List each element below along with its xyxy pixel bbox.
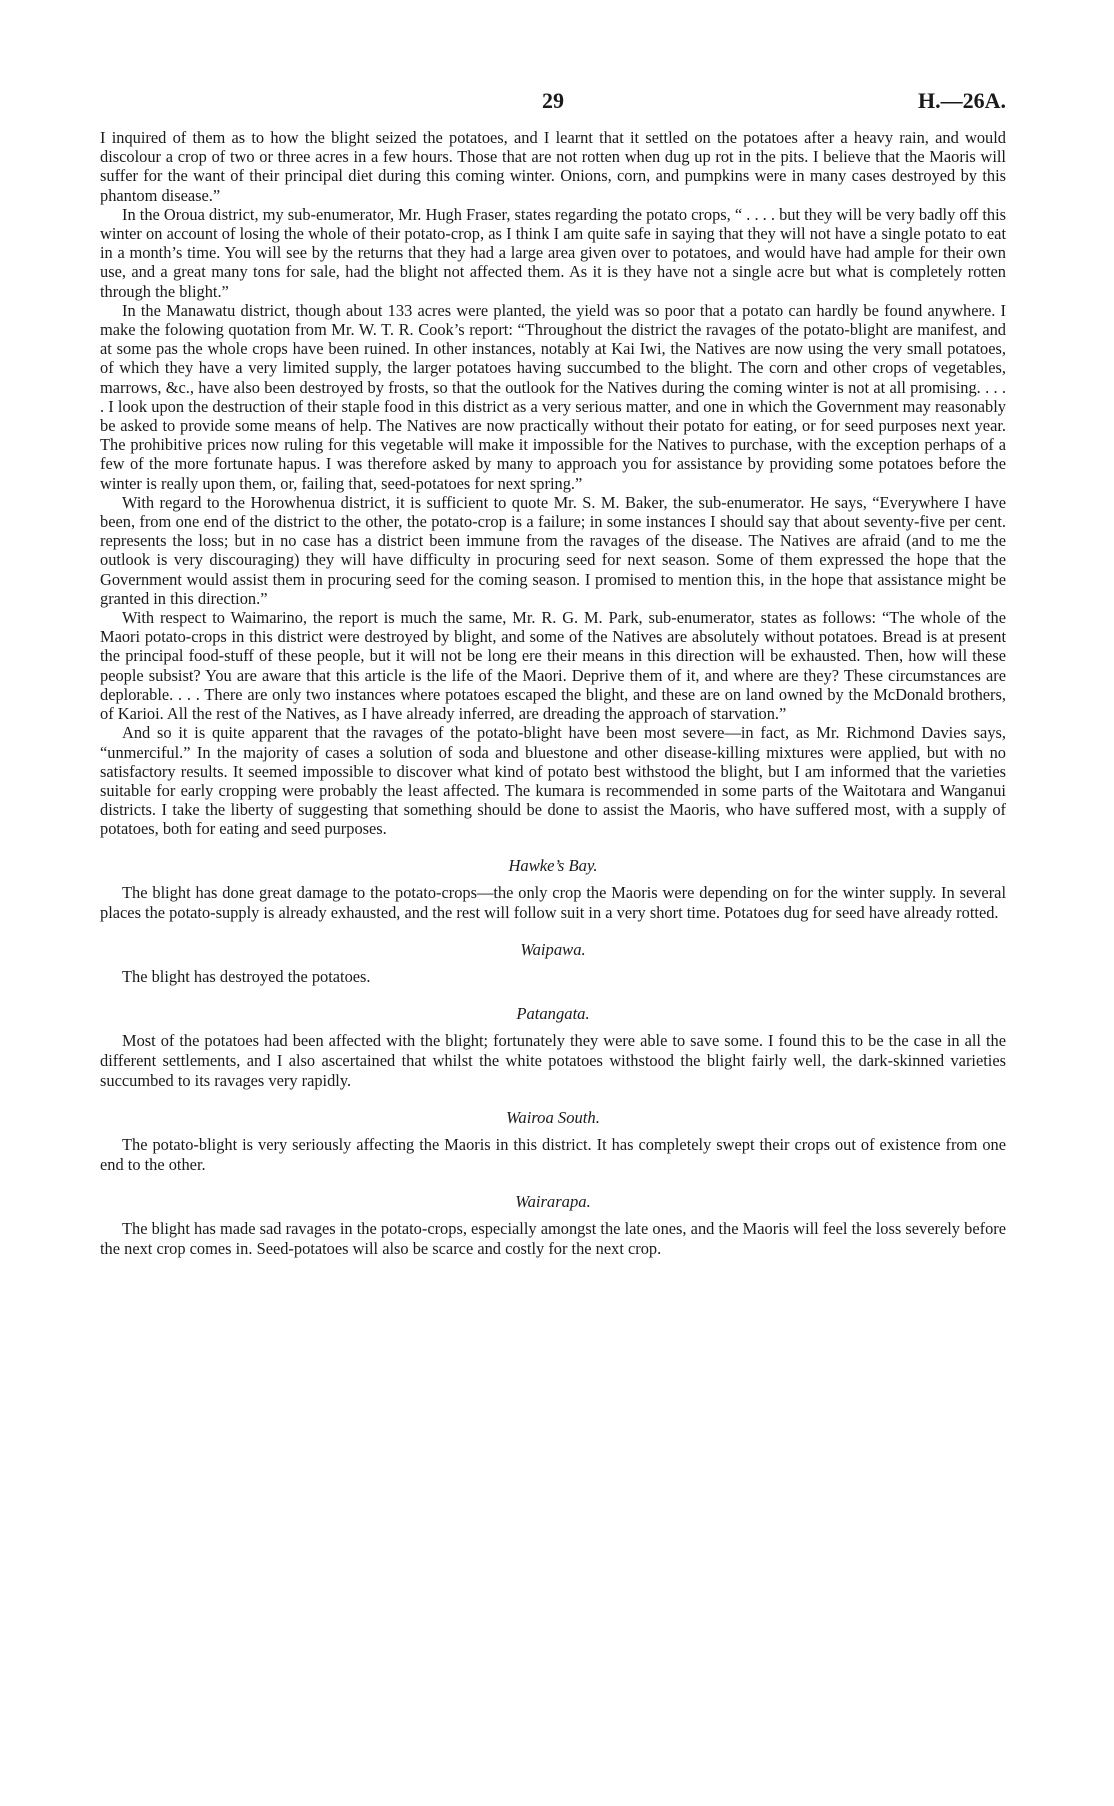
paragraph-continuation: I inquired of them as to how the blight seized the potatoes, and I learnt that it settled on the potatoes after a heavy rain, and would discolour a crop of two or three acres in a few hours. Those that are not rotten when dug up rot in the pits. I believe that the Maoris will suffer for the want of their principal diet during this coming winter. Onions, corn, and pumpkins were in many cases destroyed by this phantom disease.” (100, 128, 1006, 205)
section-hawkes-bay (100, 855, 1006, 923)
paragraph-horowhenua: With regard to the Horowhenua district, it is sufficient to quote Mr. S. M. Baker, the sub-enumerator. He says, “Everywhere I have been, from one end of the district to the other, the potato-crop is a failure; in some instances I should say that about seventy-five per cent. represents the loss; but in no case has a district been immune from the ravages of the disease. The Natives are afraid (and to me the outlook is very discouraging) they will have difficulty in procuring seed for next season. Some of them expressed the hope that the Government would assist them in procuring seed for the coming season. I promised to mention this, in the hope that assistance might be granted in this direction.” (100, 492, 1006, 608)
paragraph-conclusion: And so it is quite apparent that the ravages of the potato-blight have been most severe—in fact, as Mr. Richmond Davies says, “unmerciful.” In the majority of cases a solution of soda and bluestone and other disease-killing mixtures were applied, but with no satisfactory results. It seemed impossible to discover what kind of potato best withstood the blight, but I am informed that the varieties suitable for early cropping were probably the least affected. The kumara is recommended in some parts of the Waitotara and Wanganui districts. I take the liberty of suggesting that something should be done to assist the Maoris, who have suffered most, with a supply of potatoes, both for eating and seed purposes. (100, 723, 1006, 839)
paragraph-oroua: In the Oroua district, my sub-enumerator, Mr. Hugh Fraser, states regarding the potato crops, “ . . . . but they will be very badly off this winter on account of losing the whole of their potato-crop, as I think I am quite safe in saying that they will not have a single potato to eat in a month’s time. You will see by the returns that they had a large area given over to potatoes, and would have had ample for their own use, and a great many tons for sale, had the blight not affected them. As it is they have not a single acre but what is completely rotten through the blight.” (100, 204, 1006, 301)
section-body: The blight has destroyed the potatoes. (122, 966, 371, 986)
section-heading: Waipawa. (520, 939, 586, 959)
section-heading: Wairoa South. (506, 1107, 600, 1127)
section-body: The blight has done great damage to the potato-crops—the only crop the Maoris were depending on for the winter supply. In several places the potato-supply is already exhausted, and the rest will follow suit in a very short time. Potatoes dug for seed have already rotted. (100, 882, 1006, 922)
section-body: Most of the potatoes had been affected with the blight; fortunately they were able to save some. I found this to be the case in all the different settlements, and I also ascertained that whilst the white potatoes withstood the blight fairly well, the dark-skinned varieties succumbed to its ravages very rapidly. (100, 1030, 1006, 1090)
section-patangata (100, 1003, 1006, 1091)
section-body: The blight has made sad ravages in the potato-crops, especially amongst the late ones, and the Maoris will feel the loss severely before the next crop comes in. Seed-potatoes will also be scarce and costly for the next crop. (100, 1218, 1006, 1258)
page-header (100, 88, 1006, 128)
paragraph-waimarino: With respect to Waimarino, the report is much the same, Mr. R. G. M. Park, sub-enumerator, states as follows: “The whole of the Maori potato-crops in this district were destroyed by blight, and some of the Natives are absolutely without potatoes. Bread is at present the principal food-stuff of these people, but it will not be long ere their means in this direction will be exhausted. Then, how will these people subsist? You are aware that this article is the life of the Maori. Deprive them of it, and where are they? These circumstances are deplorable. . . . There are only two instances where potatoes escaped the blight, and these are on land owned by the McDonald brothers, of Karioi. All the rest of the Natives, as I have already inferred, are dreading the approach of starvation.” (100, 608, 1006, 724)
section-waipawa (100, 939, 1006, 987)
section-heading: Wairarapa. (515, 1191, 591, 1211)
section-wairarapa (100, 1191, 1006, 1259)
section-heading: Patangata. (516, 1003, 590, 1023)
section-body: The potato-blight is very seriously affecting the Maoris in this district. It has completely swept their crops out of existence from one end to the other. (100, 1134, 1006, 1174)
page-number: 29 (542, 88, 564, 113)
document-reference: H.—26A. (918, 88, 1006, 113)
section-wairoa-south (100, 1107, 1006, 1175)
paragraph-manawatu: In the Manawatu district, though about 133 acres were planted, the yield was so poor that a potato can hardly be found anywhere. I make the folowing quotation from Mr. W. T. R. Cook’s report: “Throughout the district the ravages of the potato-blight are manifest, and at some pas the whole crops have been ruined. In other instances, notably at Kai Iwi, the Natives are now using the very small potatoes, of which they have a very limited supply, the larger potatoes having succumbed to the blight. The corn and other crops of vegetables, marrows, &c., have also been destroyed by frosts, so that the outlook for the Natives during the coming winter is not at all promising. . . . . I look upon the destruction of their staple food in this district as a very serious matter, and one in which the Government may reasonably be asked to provide some means of help. The Natives are now practically without their potato for eating, or for seed purposes next year. The prohibitive prices now ruling for this vegetable will make it impossible for the Natives to purchase, with the exception perhaps of a few of the more fortunate hapus. I was therefore asked by many to approach you for assistance by providing some potatoes before the winter is really upon them, or, failing that, seed-potatoes for next spring.” (100, 300, 1006, 493)
document-page (100, 88, 1006, 1259)
section-heading: Hawke’s Bay. (508, 855, 598, 875)
